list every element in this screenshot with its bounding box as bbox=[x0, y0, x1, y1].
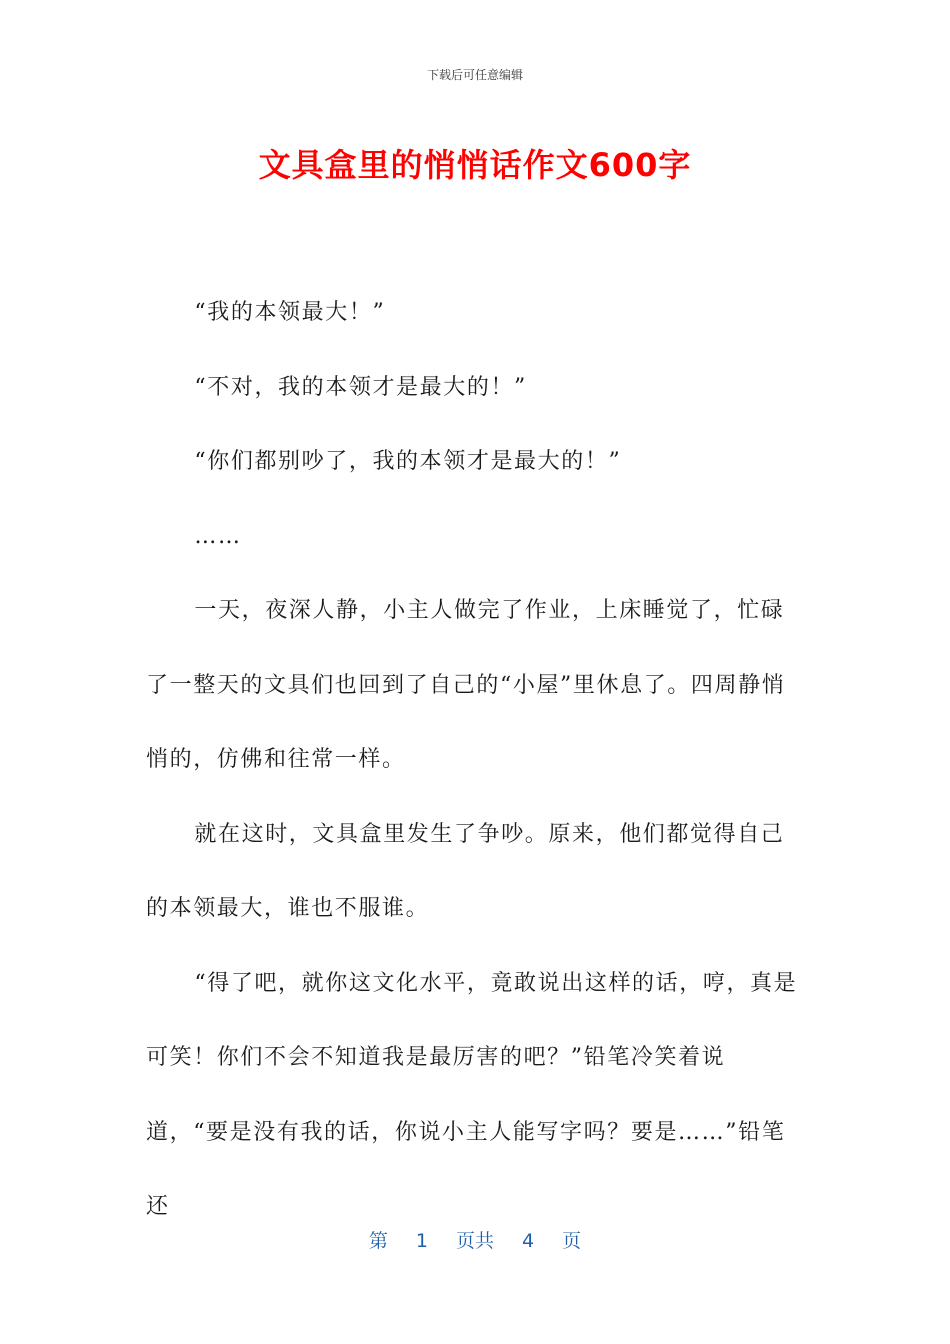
document-body bbox=[146, 276, 806, 1245]
paragraph: 一天，夜深人静，小主人做完了作业，上床睡觉了，忙碌了一整天的文具们也回到了自己的“小屋”里休息了。四周静悄悄的，仿佛和往常一样。 bbox=[146, 598, 786, 772]
paragraph: …… bbox=[194, 523, 242, 549]
footer-middle: 页共 bbox=[455, 1230, 494, 1252]
paragraph: “不对，我的本领才是最大的！” bbox=[194, 374, 527, 400]
paragraph: 就在这时，文具盒里发生了争吵。原来，他们都觉得自己的本领最大，谁也不服谁。 bbox=[146, 821, 785, 921]
paragraph: “我的本领最大！” bbox=[194, 300, 386, 325]
footer-suffix: 页 bbox=[562, 1230, 582, 1252]
footer-prefix: 第 bbox=[368, 1230, 388, 1252]
document-title: 文具盒里的悄悄话作文600字 bbox=[258, 146, 692, 184]
header-note: 下载后可任意编辑 bbox=[426, 68, 523, 82]
paragraph: “得了吧，就你这文化水平，竟敢说出这样的话，哼，真是可笑！你们不会不知道我是最厉害的吧？”铅笔冷笑着说道，“要是没有我的话，你说小主人能写字吗？要是……”铅笔还 bbox=[146, 970, 798, 1219]
footer-total-pages: 4 bbox=[522, 1230, 535, 1252]
footer-current-page: 1 bbox=[415, 1230, 428, 1252]
page-footer bbox=[0, 1226, 950, 1253]
paragraph: “你们都别吵了，我的本领才是最大的！” bbox=[194, 449, 622, 474]
